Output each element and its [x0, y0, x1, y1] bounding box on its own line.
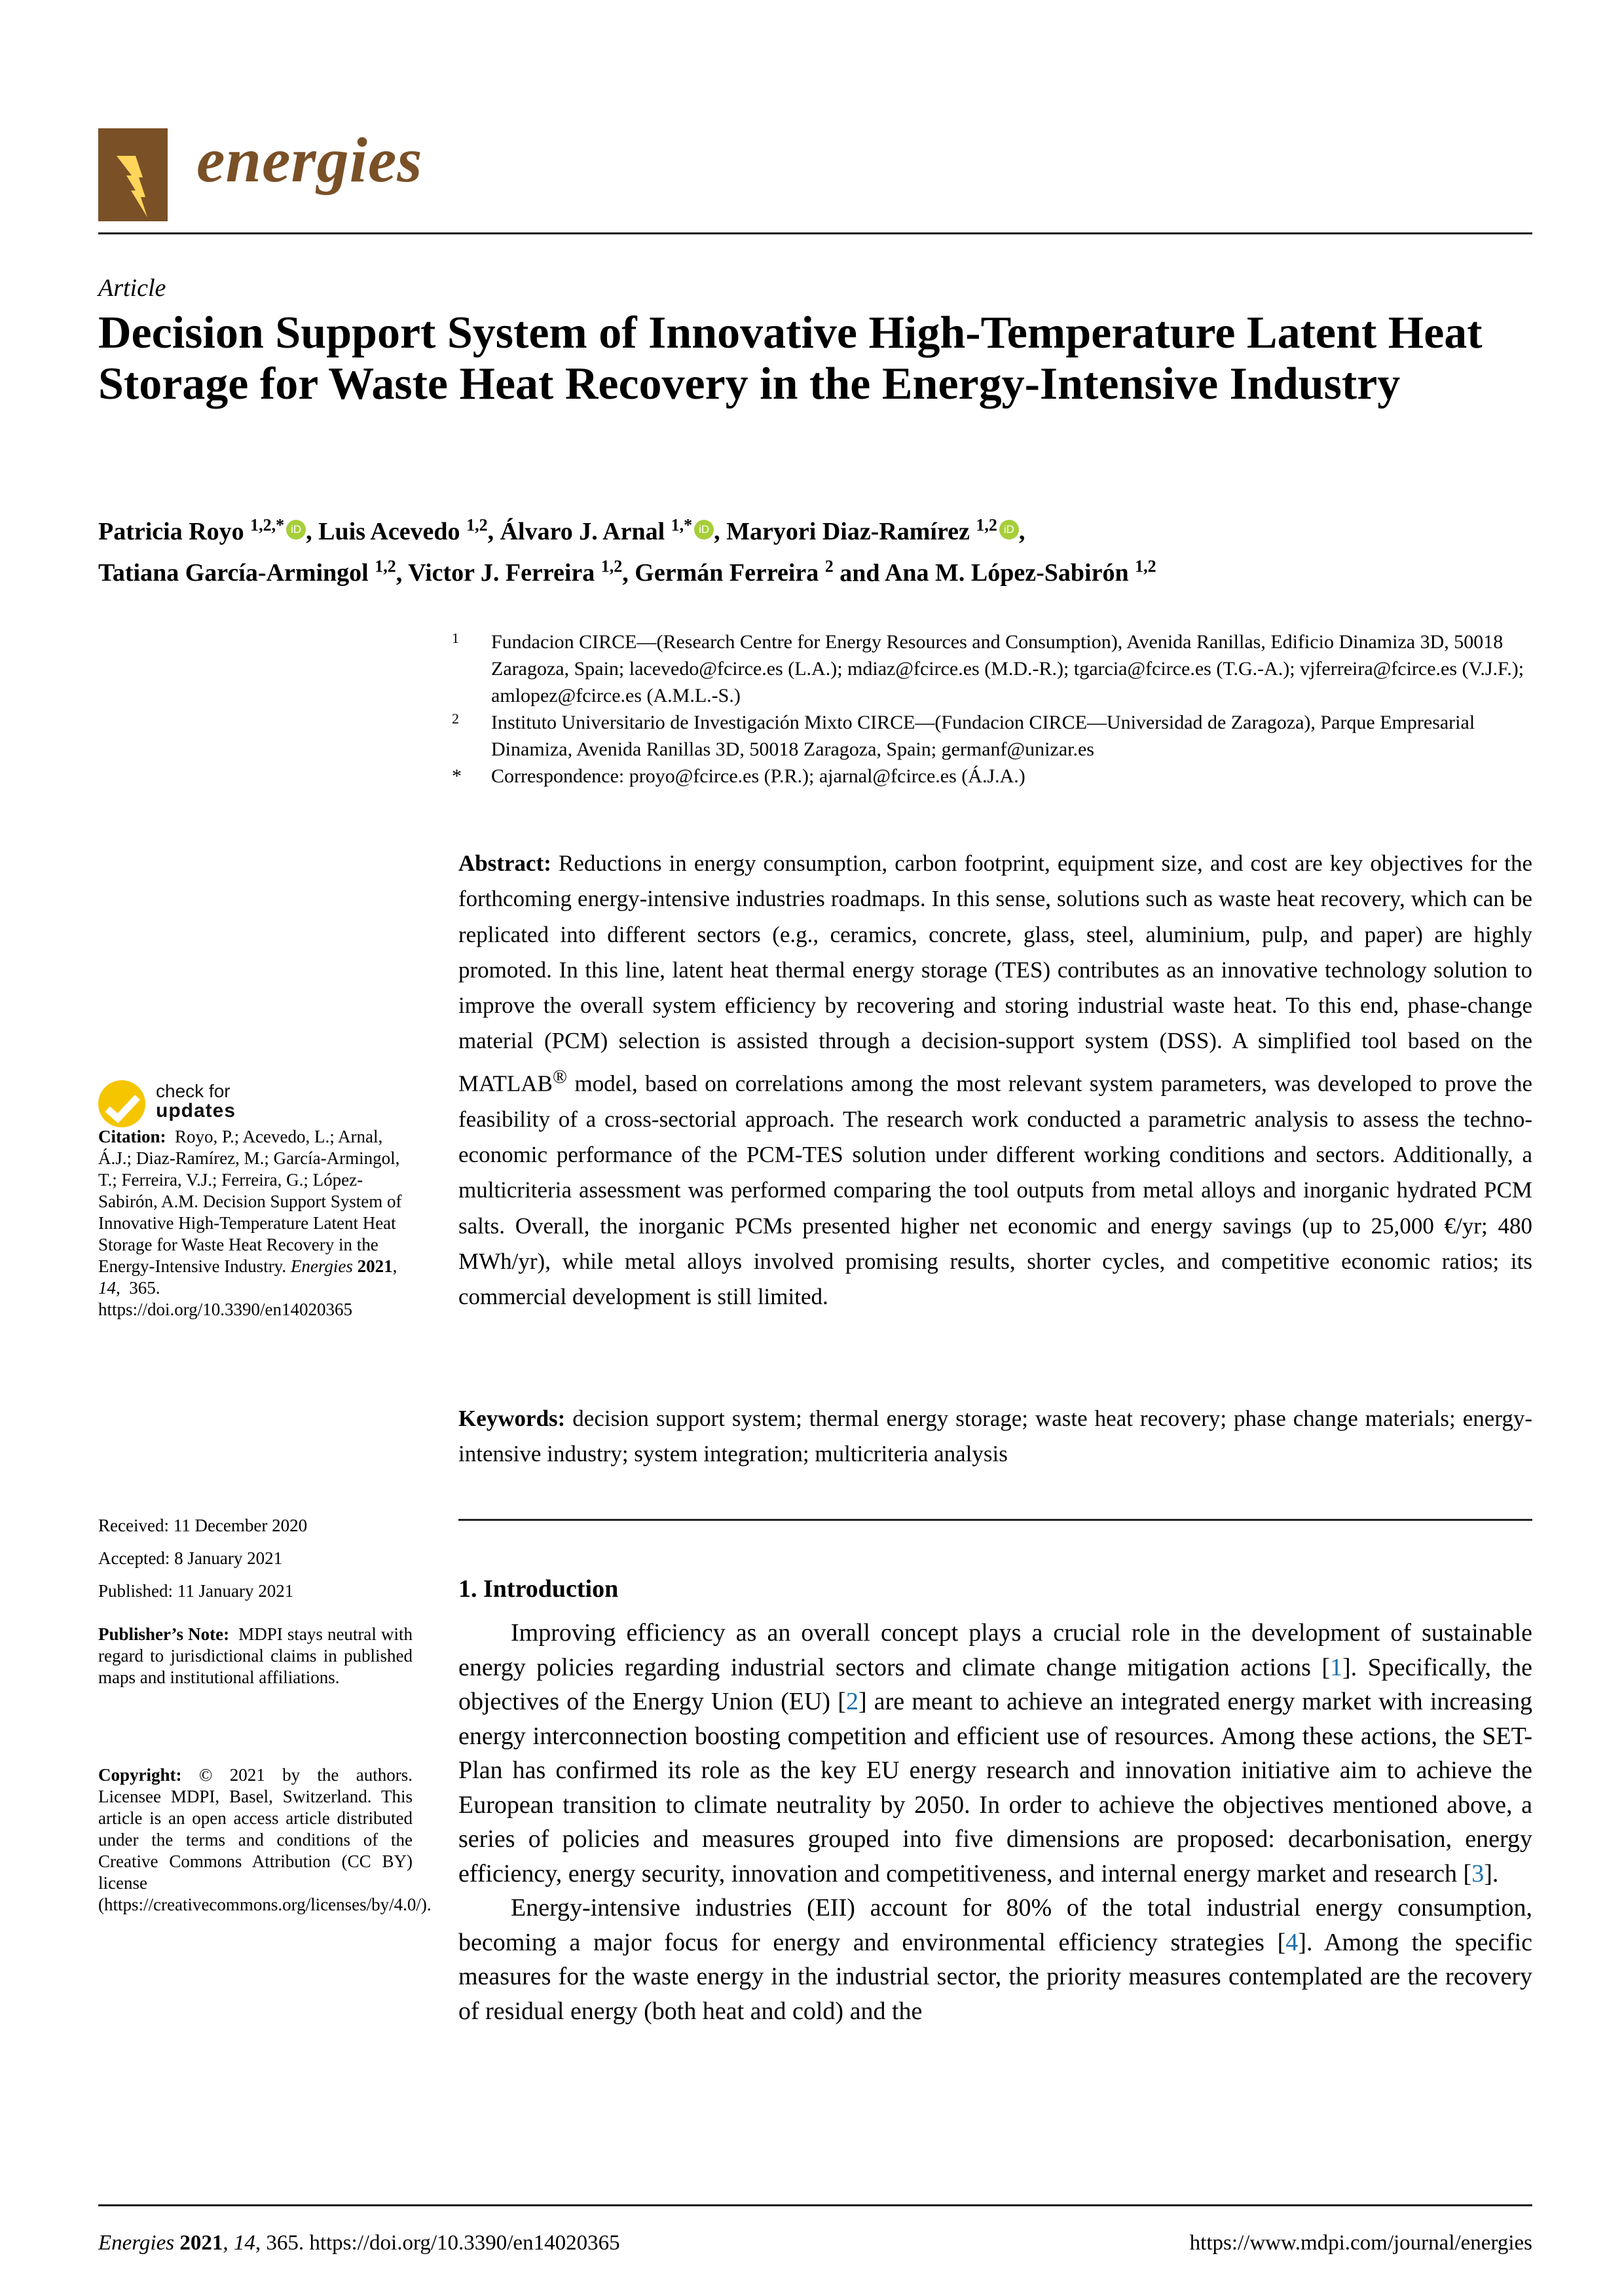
author[interactable]: Maryori Diaz-Ramírez $^{1,2}$ iD — [726, 518, 1019, 545]
author-list: Patricia Royo $^{1,2,*}$ iD , Luis Acevedo $^{1,2}$, Álvaro J. Arnal $^{1,*}$ iD , Maryori Diaz-Ramírez $^{1,2}$ iD , Tatiana García-Armingol $^{1,2}$, Victor J. Ferreira $^{1,2}$, Germán Ferreira $^2$ and Ana M. López-Sabirón $^{1,2}$ — [98, 515, 1156, 587]
citation-link[interactable]: 1 — [1329, 1653, 1342, 1681]
orcid-icon[interactable]: iD — [286, 520, 306, 539]
paragraph: Improving efficiency as an overall concept plays a crucial role in the development of sustainable energy policies regarding industrial sectors and climate change mitigation actions [1]. Specifically, the objectives of the Energy Union (EU) [2] are meant to achieve an integrated energy market with increasing energy interconnection boosting competition and efficient use of resources. Among these actions, the SET-Plan has confirmed its role as the key EU energy research and innovation initiative aim to achieve the European transition to climate neutrality by 2050. In order to achieve the objectives mentioned above, a series of policies and measures grouped into five dimensions are proposed: decarbonisation, energy efficiency, energy security, innovation and competitiveness, and internal energy market and research [3]. — [458, 1619, 1533, 1887]
footer-divider — [98, 2204, 1532, 2206]
footer-citation: Energies 2021, 14, 365. https://doi.org/10.3390/en14020365 — [98, 2231, 620, 2255]
check-for-updates-button[interactable]: check for updates — [98, 1080, 236, 1127]
citation-link[interactable]: 2 — [845, 1688, 858, 1715]
orcid-icon[interactable]: iD — [999, 520, 1019, 539]
author[interactable]: Tatiana García-Armingol $^{1,2}$ — [98, 556, 396, 587]
published-date: Published: 11 January 2021 — [98, 1581, 294, 1601]
keywords-label: Keywords: — [458, 1406, 566, 1431]
paragraph: Energy-intensive industries (EII) account for 80% of the total industrial energy consumption, becoming a major focus for energy and environmental efficiency strategies [4]. Among the specific measures for the waste energy in the industrial sector, the priority measures contemplated are the recovery of residual energy (both heat and cold) and the — [458, 1894, 1533, 2025]
checkmark-icon — [98, 1080, 145, 1127]
keywords: Keywords: decision support system; thermal energy storage; waste heat recovery; phase change materials; energy-intensive industry; system integration; multicriteria analysis — [458, 1406, 1532, 1467]
journal-name: energies — [196, 125, 423, 196]
paper-title: Decision Support System of Innovative High-Temperature Latent Heat Storage for Waste Heat Recovery in the Energy-Intensive Industry — [98, 308, 1483, 409]
journal-url-link[interactable]: https://www.mdpi.com/journal/energies — [1189, 2231, 1532, 2255]
citation-link[interactable]: 4 — [1285, 1928, 1299, 1956]
doi-link[interactable]: https://doi.org/10.3390/en14020365 — [98, 1300, 353, 1319]
affiliation-2: 2 Instituto Universitario de Investigación Mixto CIRCE—(Fundacion CIRCE—Universidad de Zaragoza), Parque Empresarial Dinamiza, Avenida Ranillas 3D, 50018 Zaragoza, Spain; germanf@unizar.es — [452, 710, 1475, 760]
publisher-note: Publisher’s Note: MDPI stays neutral with regard to jurisdictional claims in published maps and institutional affiliations. — [98, 1624, 413, 1687]
header-divider — [98, 232, 1532, 234]
correspondence: * Correspondence: proyo@fcirce.es (P.R.); ajarnal@fcirce.es (Á.J.A.) — [452, 765, 1025, 787]
abstract-label: Abstract: — [458, 850, 551, 876]
section-heading-introduction: 1. Introduction — [458, 1575, 619, 1603]
publication-dates — [98, 1509, 413, 1607]
introduction-body — [458, 1616, 1532, 2028]
lightning-bolt-icon — [98, 128, 168, 221]
affiliations — [452, 629, 1539, 790]
orcid-icon[interactable]: iD — [694, 520, 714, 539]
author[interactable]: Álvaro J. Arnal $^{1,*}$ iD — [500, 518, 714, 545]
journal-logo — [98, 128, 168, 221]
citation-link[interactable]: 3 — [1471, 1859, 1485, 1887]
affiliation-1: 1 Fundacion CIRCE—(Research Centre for Energy Resources and Consumption), Avenida Ranillas, Edificio Dinamiza 3D, 50018 Zaragoza, Spain; lacevedo@fcirce.es (L.A.); mdiaz@fcirce.es (M.D.-R.); tgarcia@fcirce.es (T.G.-A.); vjferreira@fcirce.es (V.J.F.); amlopez@fcirce.es (A.M.L.-S.) — [452, 630, 1524, 706]
author[interactable]: Luis Acevedo $^{1,2}$ — [318, 515, 488, 545]
author[interactable]: Germán Ferreira $^2$ — [635, 556, 834, 587]
citation-block: Citation: Royo, P.; Acevedo, L.; Arnal, Á.J.; Diaz-Ramírez, M.; García-Armingol, T.; Ferreira, V.J.; Ferreira, G.; López-Sabirón, A.M. Decision Support System of Innovative High-Temperature Latent Heat Storage for Waste Heat Recovery in the Energy-Intensive Industry. Energies 2021, 14, 365. https://doi.org/10.3390/en14020365 — [98, 1127, 402, 1319]
article-type: Article — [98, 274, 166, 302]
accepted-date: Accepted: 8 January 2021 — [98, 1548, 283, 1568]
author[interactable]: Patricia Royo $^{1,2,*}$ iD — [98, 518, 306, 545]
received-date: Received: 11 December 2020 — [98, 1516, 308, 1535]
keywords-divider — [458, 1519, 1532, 1521]
copyright-notice: Copyright: © 2021 by the authors. Licensee MDPI, Basel, Switzerland. This article is an open access article distributed under the terms and conditions of the Creative Commons Attribution (CC BY) license (https://creativecommons.org/licenses/by/4.0/). — [98, 1765, 432, 1914]
abstract: Abstract: Reductions in energy consumption, carbon footprint, equipment size, and cost are key objectives for the forthcoming energy-intensive industries roadmaps. In this sense, solutions such as waste heat recovery, which can be replicated into different sectors (e.g., ceramics, concrete, glass, steel, aluminium, pulp, and paper) are highly promoted. In this line, latent heat thermal energy storage (TES) contributes as an innovative technology solution to improve the overall system efficiency by recovering and storing industrial waste heat. To this end, phase-change material (PCM) selection is assisted through a decision-support system (DSS). A simplified tool based on the MATLAB® model, based on correlations among the most relevant system parameters, was developed to prove the feasibility of a cross-sectorial approach. The research work conducted a parametric analysis to assess the techno-economic performance of the PCM-TES solution under different working conditions and sectors. Additionally, a multicriteria assessment was performed comparing the tool outputs from metal alloys and inorganic hydrated PCM salts. Overall, the inorganic PCMs presented higher net economic and energy savings (up to 25,000 €/yr; 480 MWh/yr), while metal alloys involved promising results, shorter cycles, and competitive economic ratios; its commercial development is still limited. — [458, 850, 1533, 1310]
author[interactable]: Victor J. Ferreira $^{1,2}$ — [408, 556, 623, 587]
author[interactable]: Ana M. López-Sabirón $^{1,2}$ — [884, 556, 1156, 587]
